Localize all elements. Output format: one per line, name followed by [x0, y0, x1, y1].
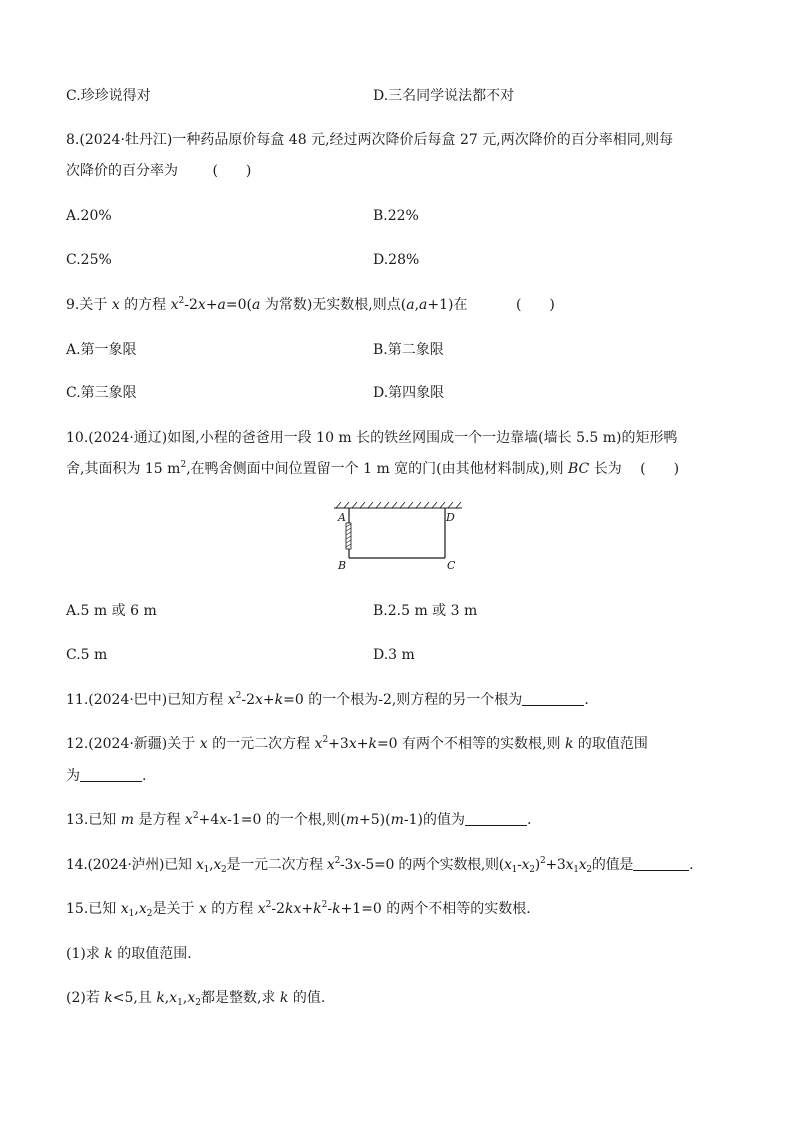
label-b: B	[338, 559, 347, 572]
q14-stem: 14.(2024·泸州)已知 $x_1,x_2$是一元二次方程 $x^2-3x-5=0$ 的两个实数根,则$(x_1-x_2)^2+3x_1x_2$的值是 .	[66, 856, 694, 875]
q15-stem: 15.已知 $x_1,x_2$是关于 x 的方程 $x^2-2kx+k^2-k+1=0$ 的两个不相等的实数根.	[66, 900, 531, 919]
q15-sub2: (2)若 k<5,且 $k,x_1,x_2$都是整数,求 k 的值.	[66, 990, 326, 1008]
q12-stem-line1: 12.(2024·新疆)关于 x 的一元二次方程 $x^2+3x+k=0$ 有两个不相等的实数根,则 k 的取值范围	[66, 735, 648, 752]
q11-stem: 11.(2024·巴中)已知方程 $x^2-2x+k=0$ 的一个根为-2,则方程的另一个根为 .	[66, 691, 589, 708]
duck-shed-figure	[334, 502, 464, 574]
q10-answer-paren: ( )	[640, 461, 680, 477]
q9-option-b: B.第二象限	[373, 342, 444, 358]
q9-option-c: C.第三象限	[66, 385, 137, 401]
q12-stem-line2: 为 .	[66, 768, 147, 784]
q10-option-a: A.5 m 或 6 m	[66, 603, 157, 619]
wall-hatching	[334, 502, 462, 508]
q8-option-c: C.25%	[66, 252, 112, 268]
q8-stem-line1: 8.(2024·牡丹江)一种药品原价每盒 48 元,经过两次降价后每盒 27 元,两次降价的百分率相同,则每	[66, 132, 674, 148]
q10-option-c: C.5 m	[66, 647, 108, 663]
rectangle-shed	[349, 508, 445, 558]
label-c: C	[447, 559, 456, 572]
q8-option-a: A.20%	[66, 208, 112, 224]
q8-stem-line2	[66, 161, 251, 181]
q12-answer-blank[interactable]	[80, 767, 142, 782]
q15-sub1: (1)求 k 的取值范围.	[66, 946, 192, 962]
q10-option-b: B.2.5 m 或 3 m	[373, 603, 478, 619]
label-a: A	[338, 511, 346, 524]
q9-option-a: A.第一象限	[66, 342, 137, 358]
q13-answer-blank[interactable]	[465, 811, 527, 826]
q14-answer-blank[interactable]	[633, 856, 689, 871]
q8-option-d: D.28%	[373, 252, 420, 268]
q11-answer-blank[interactable]	[522, 691, 584, 706]
q8-option-b: B.22%	[373, 208, 419, 224]
q10-stem-line2: 舍,其面积为 15 $m^2$,在鸭舍侧面中间位置留一个 1 m 宽的门(由其他材料制成),则 BC 长为 ( )	[66, 460, 680, 477]
q7-option-d: D.三名同学说法都不对	[373, 88, 515, 104]
q7-option-c: C.珍珍说得对	[66, 88, 151, 104]
q9-option-d: D.第四象限	[373, 385, 445, 401]
label-d: D	[446, 511, 455, 524]
q10-stem-line1: 10.(2024·通辽)如图,小程的爸爸用一段 10 m 长的铁丝网围成一个一边靠墙(墙长 5.5 m)的矩形鸭	[66, 430, 678, 446]
q8-stem-text: 次降价的百分率为	[66, 163, 178, 179]
door	[346, 523, 351, 549]
q8-answer-paren: ( )	[212, 163, 252, 179]
q9-stem: 9.关于 x 的方程 $x^2-2x+a=0(a$ 为常数)无实数根,则点(a,a+1)在 ( )	[66, 296, 555, 313]
q13-stem: 13.已知 m 是方程 $x^2+4x-1=0$ 的一个根,则(m+5)(m-1)的值为 .	[66, 811, 532, 828]
q9-answer-paren: ( )	[515, 297, 555, 313]
q10-option-d: D.3 m	[373, 647, 415, 663]
